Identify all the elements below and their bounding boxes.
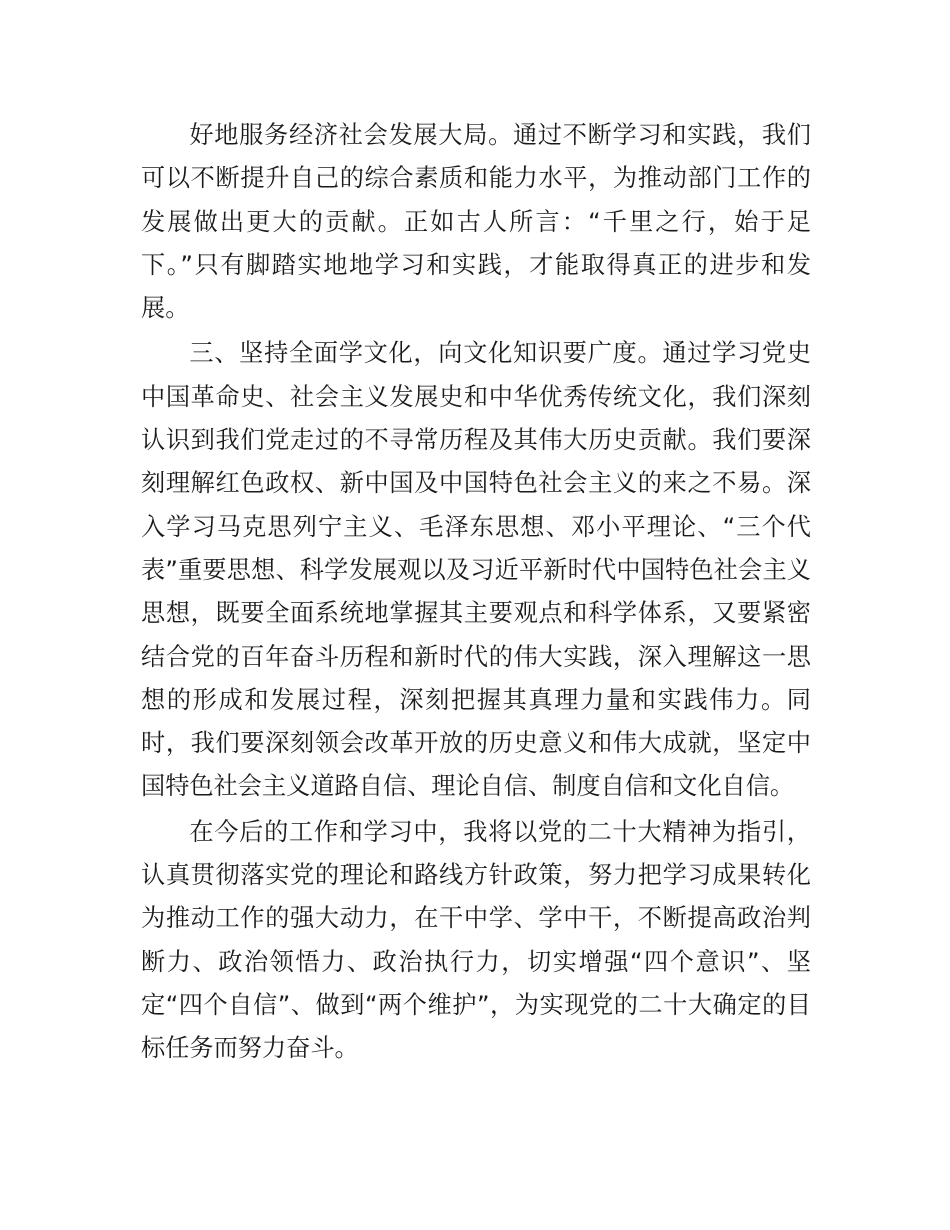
paragraph-continuation: 好地服务经济社会发展大局。通过不断学习和实践，我们可以不断提升自己的综合素质和能力水平，为推动部门工作的发展做出更大的贡献。正如古人所言：“千里之行，始于足下。”只有脚踏实地地学习和实践，才能取得真正的进步和发展。 bbox=[141, 121, 811, 323]
paragraph-section-three: 三、坚持全面学文化，向文化知识要广度。通过学习党史中国革命史、社会主义发展史和中华优秀传统文化，我们深刻认识到我们党走过的不寻常历程及其伟大历史贡献。我们要深刻理解红色政权、新中国及中国特色社会主义的来之不易。深入学习马克思列宁主义、毛泽东思想、邓小平理论、“三个代表”重要思想、科学发展观以及习近平新时代中国特色社会主义思想，既要全面系统地掌握其主要观点和科学体系，又要紧密结合党的百年奋斗历程和新时代的伟大实践，深入理解这一思想的形成和发展过程，深刻把握其真理力量和实践伟力。同时，我们要深刻领会改革开放的历史意义和伟大成就，坚定中国特色社会主义道路自信、理论自信、制度自信和文化自信。 bbox=[141, 339, 811, 801]
document-page bbox=[141, 114, 811, 1071]
paragraph-conclusion: 在今后的工作和学习中，我将以党的二十大精神为指引，认真贯彻落实党的理论和路线方针政策，努力把学习成果转化为推动工作的强大动力，在干中学、学中干，不断提高政治判断力、政治领悟力、政治执行力，切实增强“四个意识”、坚定“四个自信”、做到“两个维护”，为实现党的二十大确定的目标任务而努力奋斗。 bbox=[141, 817, 811, 1063]
